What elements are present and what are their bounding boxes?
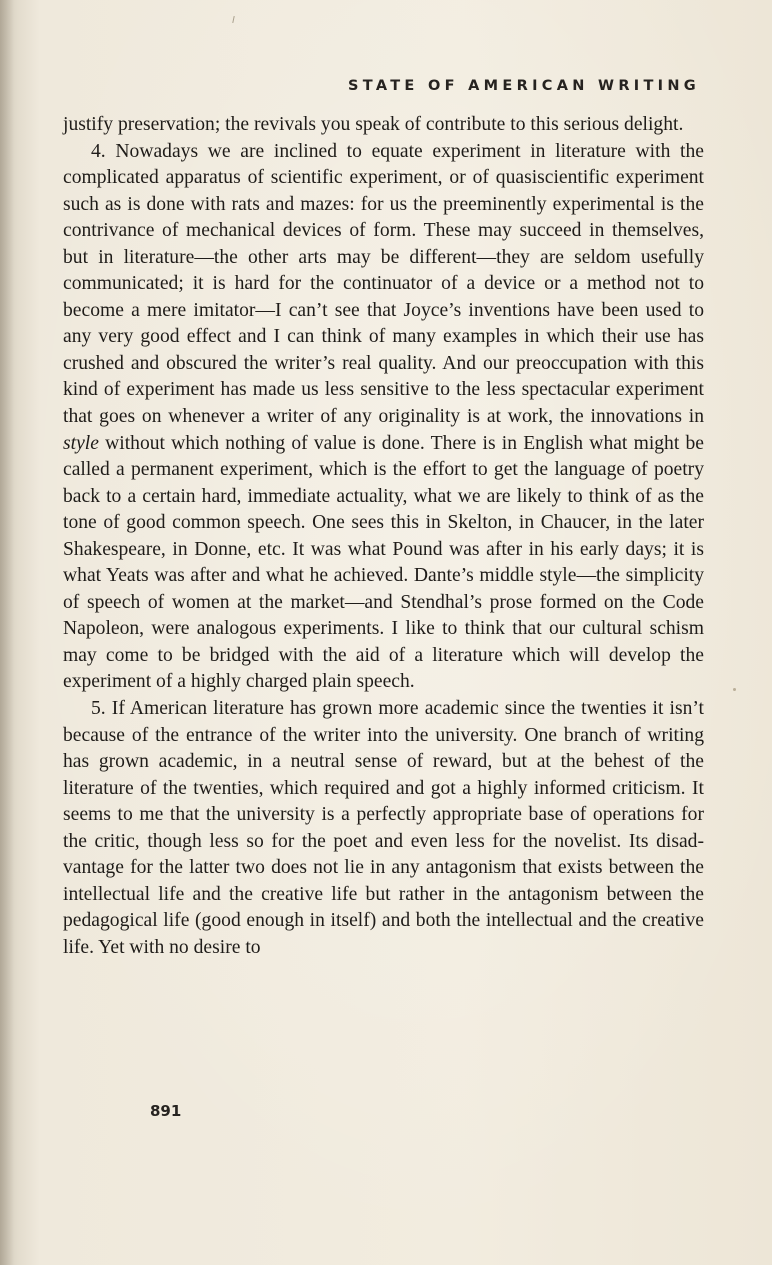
paper-speck — [232, 16, 234, 23]
running-head: STATE OF AMERICAN WRITING — [348, 78, 700, 94]
body-text — [63, 112, 704, 962]
paragraph-5: 5. If American literature has grown more academic since the twenties it isn’t because of the entrance of the writer into the university. One branch of writing has grown academic, in a neutral sense of reward, but at the behest of the literature of the twenties, which required and got a highly informed criticism. It seems to me that the university is a perfectly appropriate base of operations for the critic, though less so for the poet and even less for the novelist. Its disadvantage for the latter two does not lie in any antagonism that exists between the intellectual life and the creative life but rather in the antagonism between the pedagogical life (good enough in itself) and both the intellectual and the creative life. Yet with no desire to — [63, 698, 704, 958]
page-number: 891 — [150, 1102, 182, 1120]
paragraph-4: 4. Nowadays we are inclined to equate experiment in literature with the complicated apparatus of scientific experiment, or of quasiscientific experiment such as is done with rats and mazes: for us the preeminently experimental is the contrivance of mechanical devices of form. These may succeed in themselves, but in literature—the other arts may be different—they are seldom usefully communicated; it is hard for the continuator of a device or a method not to become a mere imitator—I can’t see that Joyce’s inventions have been used to any very good effect and I can think of many examples in which their use has crushed and obscured the writer’s real quality. And our preoccupation with this kind of experiment has made us less sensitive to the less spectacular experiment that goes on whenever a writer of any originality is at work, the innovations in style without which nothing of value is done. There is in English what might be called a permanent experiment, which is the effort to get the language of poetry back to a certain hard, immediate actuality, what we are likely to think of as the tone of good common speech. One sees this in Skelton, in Chaucer, in the later Shakespeare, in Donne, etc. It was what Pound was after in his early days; it is what Yeats was after and what he achieved. Dante’s middle style—the simplicity of speech of women at the market—and Stendhal’s prose formed on the Code Napoleon, were analogous experiments. I like to think that our cultural schism may come to be bridged with the aid of a literature which will develop the experiment of a highly charged plain speech. — [63, 140, 704, 693]
paragraph-continuation: justify preservation; the revivals you speak of contribute to this serious delight. — [63, 114, 684, 135]
italic-word: style — [63, 432, 99, 454]
paper-speck — [733, 688, 736, 691]
